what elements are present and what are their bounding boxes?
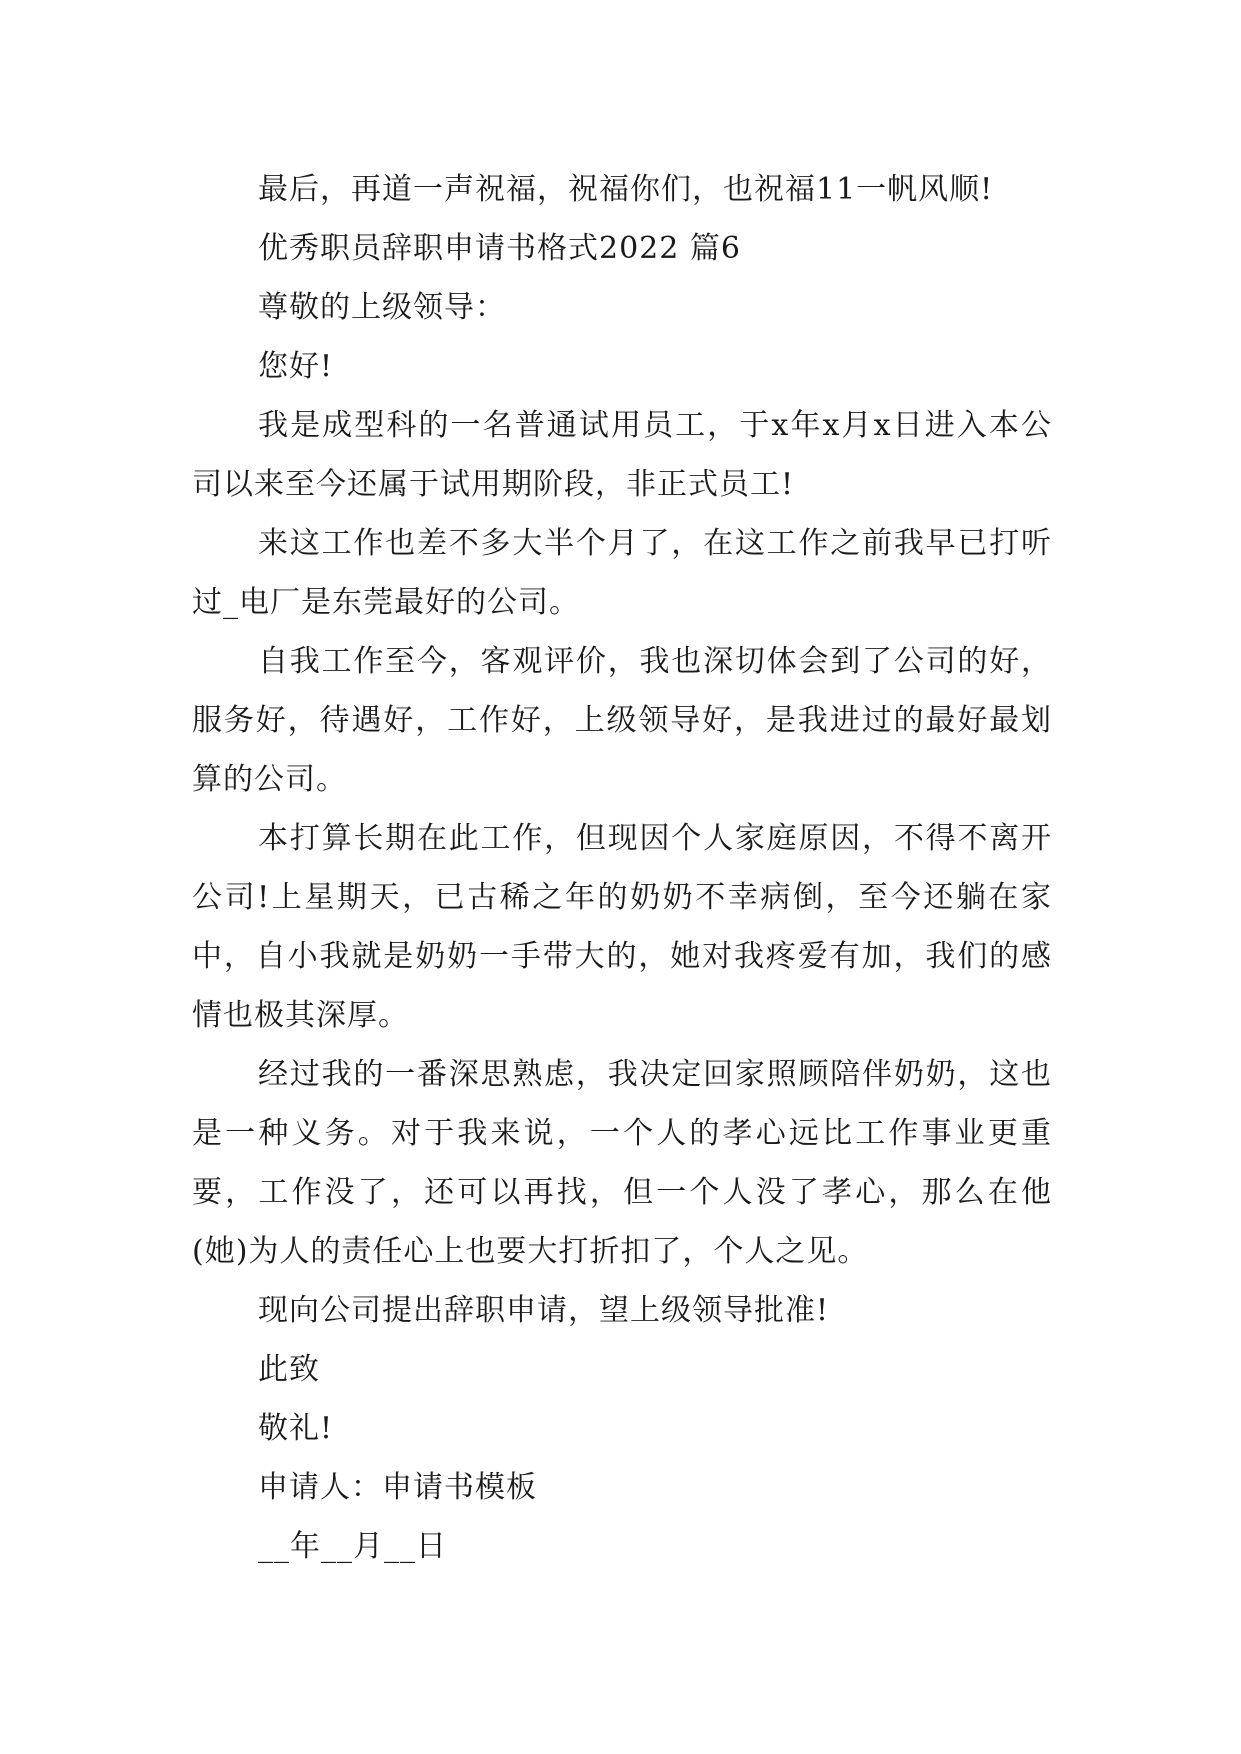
closing-wish-line: 最后，再道一声祝福，祝福你们，也祝福11一帆风顺!: [258, 172, 994, 207]
date-line: __年__月__日: [258, 1529, 447, 1564]
body-paragraph-1: 我是成型科的一名普通试用员工，于x年x月x日进入本公司以来至今还属于试用期阶段，非正式员工!: [192, 408, 1052, 502]
body-paragraph-5: 经过我的一番深思熟虑，我决定回家照顾陪伴奶奶，这也是一种义务。对于我来说，一个人的孝心远比工作事业更重要，工作没了，还可以再找，但一个人没了孝心，那么在他(她)为人的责任心上也要大打折扣了，个人之见。: [192, 1057, 1052, 1269]
body-paragraph-3: 自我工作至今，客观评价，我也深切体会到了公司的好，服务好，待遇好，工作好，上级领导好，是我进过的最好最划算的公司。: [192, 644, 1052, 797]
closing-phrase: 此致: [258, 1352, 320, 1387]
request-line: 现向公司提出辞职申请，望上级领导批准!: [258, 1293, 830, 1328]
salute-line: 敬礼!: [258, 1411, 334, 1446]
section-title: 优秀职员辞职申请书格式2022 篇6: [258, 231, 741, 266]
body-paragraph-4: 本打算长期在此工作，但现因个人家庭原因，不得不离开公司!上星期天，已古稀之年的奶奶不幸病倒，至今还躺在家中，自小我就是奶奶一手带大的，她对我疼爱有加，我们的感情也极其深厚。: [192, 821, 1052, 1033]
document-body: [192, 160, 1052, 1576]
salutation: 尊敬的上级领导：: [258, 290, 506, 325]
applicant-line: 申请人：申请书模板: [258, 1470, 537, 1505]
greeting: 您好!: [258, 349, 334, 384]
body-paragraph-2: 来这工作也差不多大半个月了，在这工作之前我早已打听过_电厂是东莞最好的公司。: [192, 526, 1052, 620]
